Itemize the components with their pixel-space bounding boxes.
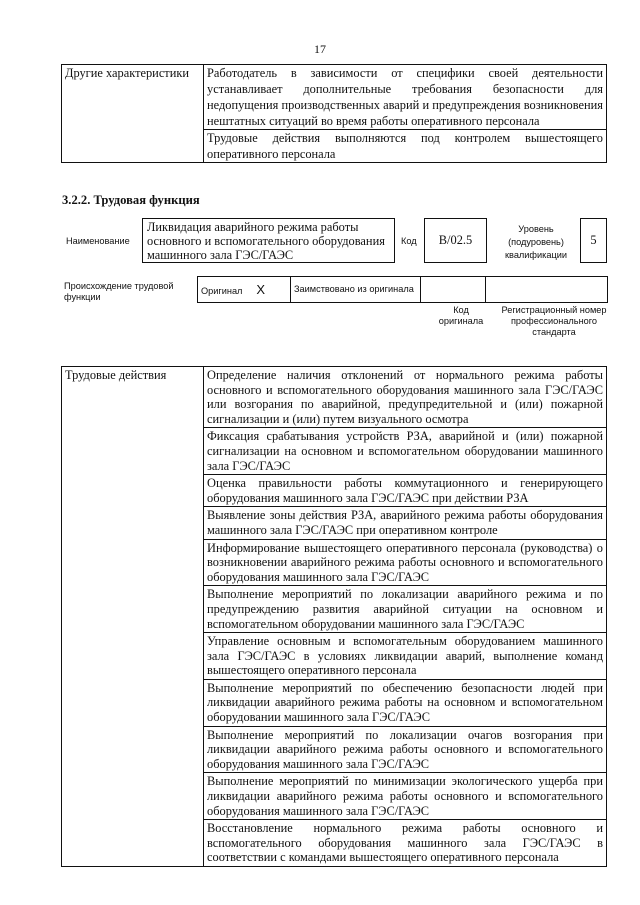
level-box [580,218,607,263]
code-value: B/02.5 [438,233,473,247]
code-label: Код [401,236,417,246]
function-name: Ликвидация аварийного режима работы основного и вспомогательного оборудования машинного зала ГЭС/ГАЭС [147,220,385,262]
labor-action-item: Восстановление нормального режима работы основного и вспомогательного оборудования машинного зала ГЭС/ГАЭС в соответствии с командами вышестоящего оперативного персонала [204,820,607,867]
other-characteristics-table [61,64,607,163]
function-name-box [142,218,395,263]
labor-action-item: Выявление зоны действия РЗА, аварийного режима работы оборудования машинного зала ГЭС/ГАЭС при оперативном контроле [204,507,607,539]
borrowed-label: Заимствовано из оригинала [294,284,414,294]
original-mark: X [256,281,266,297]
labor-action-item: Определение наличия отклонений от нормального режима работы основного и вспомогательного оборудования машинного зала ГЭС/ГАЭС или возгорания по аварийной, предупредительной и (или) пожарной сигнализации и (или) путем визуального осмотра [204,367,607,428]
name-label: Наименование [66,236,130,246]
borrowed-cell [291,277,421,303]
other-characteristics-label: Другие характеристики [62,65,204,163]
labor-action-item: Выполнение мероприятий по локализации очагов возгорания при ликвидации аварийного режима работы основного и вспомогательного оборудования машинного зала ГЭС/ГАЭС [204,726,607,773]
other-characteristics-text: Работодатель в зависимости от специфики своей деятельности устанавливает дополнительные требования безопасности для недопущения производственных аварий и предупреждения возникновения нештатных ситуаций во время работы оперативного персонала [204,65,607,130]
labor-action-item: Оценка правильности работы коммутационного и генерирующего оборудования машинного зала ГЭС/ГАЭС при действии РЗА [204,475,607,507]
labor-action-item: Выполнение мероприятий по локализации аварийного режима и по предупреждению развития аварийной ситуации на основном и вспомогательном оборудовании машинного зала ГЭС/ГАЭС [204,586,607,633]
reg-number-cell [486,277,608,303]
labor-action-item: Информирование вышестоящего оперативного персонала (руководства) о возникновении аварийного режима работы основного и вспомогательного оборудования машинного зала ГЭС/ГАЭС [204,539,607,586]
original-label: Оригинал [201,285,243,296]
original-cell [198,277,291,303]
labor-action-item: Управление основным и вспомогательным оборудованием машинного зала ГЭС/ГАЭС в условиях ликвидации аварий, выполнение команд вышестоящего оперативного персонала [204,633,607,680]
level-value: 5 [590,233,597,247]
origin-table [197,276,608,303]
labor-action-item: Выполнение мероприятий по минимизации экологического ущерба при ликвидации аварийного режима работы основного и вспомогательного оборудования машинного зала ГЭС/ГАЭС [204,773,607,820]
labor-actions-table [61,366,607,867]
origin-label: Происхождение трудовой функции [64,281,174,302]
code-box [424,218,487,263]
labor-actions-label: Трудовые действия [62,367,204,867]
reg-number-caption: Регистрационный номер профессионального стандарта [501,305,607,337]
code-original-caption: Код оригинала [438,305,484,326]
labor-action-item: Выполнение мероприятий по обеспечению безопасности людей при ликвидации аварийного режима работы на основном и вспомогательном оборудовании машинного зала ГЭС/ГАЭС [204,679,607,726]
section-title: 3.2.2. Трудовая функция [62,193,200,207]
labor-action-item: Фиксация срабатывания устройств РЗА, аварийной и (или) пожарной сигнализации на основном и вспомогательном оборудовании машинного зала ГЭС/ГАЭС [204,428,607,475]
code-original-cell [421,277,486,303]
page-number: 17 [314,42,326,56]
level-label: Уровень (подуровень) квалификации [505,224,567,260]
other-characteristics-text: Трудовые действия выполняются под контролем вышестоящего оперативного персонала [204,130,607,163]
